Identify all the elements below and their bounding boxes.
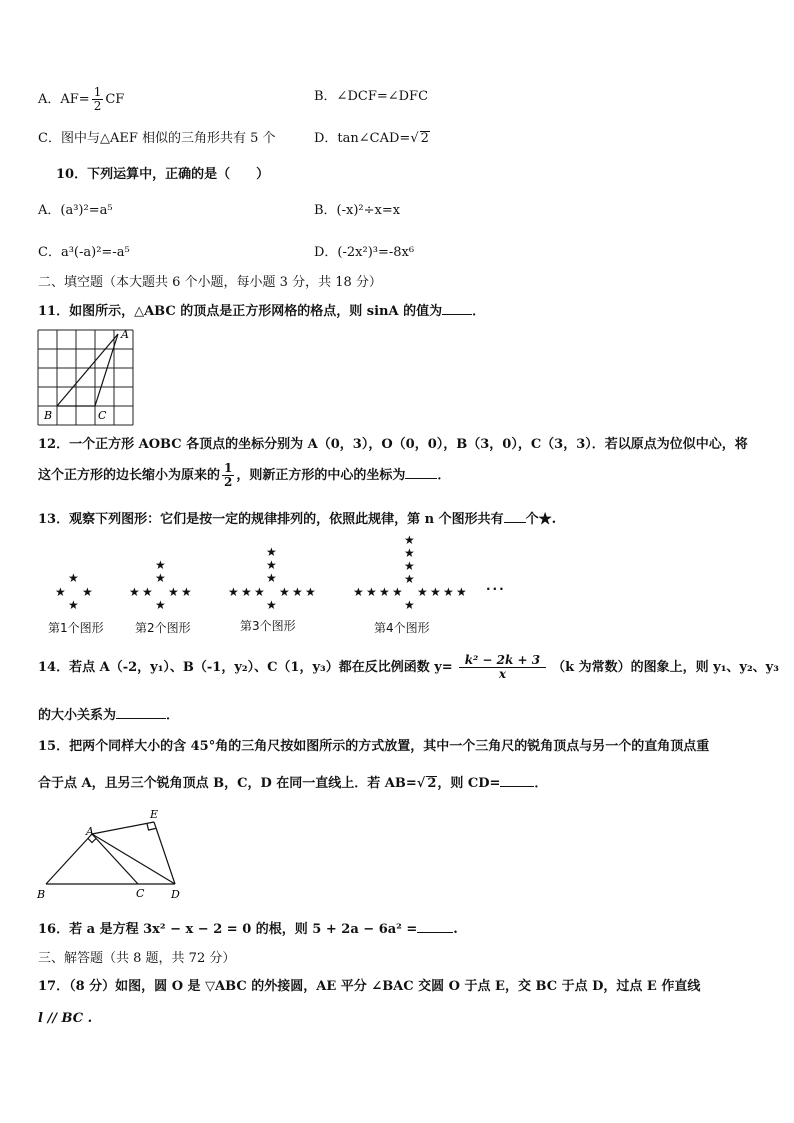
- q9-a-suffix: CF: [105, 92, 125, 107]
- star: ★: [404, 533, 417, 547]
- q15-label-d: D: [171, 888, 180, 901]
- q9-d-prefix: D．tan∠CAD=: [314, 131, 411, 146]
- star: ★: [366, 585, 379, 599]
- q11-stem-text: 11．如图所示，△ABC 的顶点是正方形网格的格点，则 sinA 的值为: [38, 304, 443, 319]
- q14-frac-num: k² − 2k + 3: [459, 654, 546, 668]
- q12-line1: 12．一个正方形 AOBC 各顶点的坐标分别为 A（0，3），O（0，0），B（3，0），C（3，3）．若以原点为位似中心，将: [38, 437, 748, 452]
- q9-option-a: [38, 86, 124, 113]
- q9-a-prefix: A．AF=: [38, 92, 90, 107]
- q15-line2-prefix: 合于点 A，且另三个锐角顶点 B，C，D 在同一直线上．若 AB=: [38, 776, 417, 791]
- star: ★: [392, 585, 405, 599]
- section-3-heading: 三、解答题（共 8 题，共 72 分）: [38, 951, 236, 966]
- q15-label-e: E: [150, 808, 159, 821]
- q13-caption-4: 第4个图形: [374, 621, 430, 635]
- q16-prefix: 16．若 a 是方程 3x² − x − 2 = 0 的根，则 5 + 2a − 6a² =: [38, 922, 418, 937]
- q13-caption-3: 第3个图形: [240, 619, 296, 633]
- q13-ellipsis: ···: [486, 582, 506, 596]
- star: ★: [305, 585, 318, 599]
- star: ★: [155, 558, 168, 572]
- q11-label-c: C: [98, 409, 107, 422]
- q12-line2-suffix: ，则新正方形的中心的坐标为: [236, 468, 406, 483]
- q15-line1: 15．把两个同样大小的含 45°角的三角尺按如图所示的方式放置，其中一个三角尺的锐角顶点与另一个的直角顶点重: [38, 739, 710, 754]
- star: ★: [417, 585, 430, 599]
- q14-end: ．: [166, 708, 180, 723]
- star: ★: [430, 585, 443, 599]
- q10-option-a: A．(a³)²=a⁵: [38, 203, 113, 218]
- q15-label-c: C: [136, 887, 145, 900]
- q14-line1: [38, 654, 779, 681]
- star: ★: [68, 571, 81, 585]
- q11-triangle: [57, 334, 118, 406]
- q14-line2-text: 的大小关系为: [38, 708, 117, 723]
- q9-option-b: B．∠DCF=∠DFC: [314, 89, 429, 104]
- star: ★: [404, 572, 417, 586]
- q9-a-fraction: [92, 86, 104, 113]
- q11-answer-blank[interactable]: [442, 302, 472, 315]
- q9-option-d: D．tan∠CAD=√ 2: [314, 131, 429, 146]
- star: ★: [279, 585, 292, 599]
- q12-frac-den: 2: [224, 475, 233, 489]
- q12-fraction: [222, 462, 234, 489]
- star: ★: [168, 585, 181, 599]
- section-2-heading: 二、填空题（本大题共 6 个小题，每小题 3 分，共 18 分）: [38, 275, 382, 290]
- q17-line1: 17．（8 分）如图，圆 O 是 ▽ABC 的外接圆，AE 平分 ∠BAC 交圆 O 于点 E，交 BC 于点 D，过点 E 作直线: [38, 979, 701, 994]
- q12-line2-prefix: 这个正方形的边长缩小为原来的: [38, 468, 221, 483]
- star: ★: [142, 585, 155, 599]
- q13-caption-2: 第2个图形: [135, 621, 191, 635]
- star: ★: [68, 598, 81, 612]
- star: ★: [181, 585, 194, 599]
- q15-label-a: A: [86, 825, 94, 838]
- star: ★: [266, 571, 279, 585]
- q14-suffix: （k 为常数）的图象上，则 y₁、y₂、y₃: [552, 660, 779, 675]
- q9-a-den: 2: [93, 99, 102, 113]
- q11-label-a: A: [121, 328, 129, 341]
- q13-answer-blank[interactable]: [504, 510, 526, 523]
- q13-end: 个★.: [525, 512, 557, 527]
- star: ★: [129, 585, 142, 599]
- star: ★: [155, 571, 168, 585]
- star: ★: [353, 585, 366, 599]
- q13-caption-1: 第1个图形: [48, 621, 104, 635]
- q11-grid: [38, 330, 133, 425]
- star: ★: [266, 598, 279, 612]
- q12-answer-blank[interactable]: [405, 466, 437, 479]
- q14-fraction: [459, 654, 546, 681]
- q9-a-num: 1: [93, 85, 102, 99]
- star: ★: [404, 546, 417, 560]
- q9-option-c: C．图中与△AEF 相似的三角形共有 5 个: [38, 131, 276, 146]
- q11-grid-figure: [36, 326, 142, 426]
- q17-line2: l // BC .: [38, 1011, 93, 1026]
- star: ★: [404, 559, 417, 573]
- star: ★: [404, 598, 417, 612]
- q10-option-d: D．(-2x²)³=-8x⁶: [314, 245, 415, 260]
- star: ★: [155, 598, 168, 612]
- q13-stem: [38, 510, 556, 529]
- star: ★: [456, 585, 469, 599]
- q15-line2: 合于点 A，且另三个锐角顶点 B，C，D 在同一直线上．若 AB=√ 2，则 CD= ．: [38, 776, 548, 791]
- q14-line2: [38, 706, 179, 725]
- star: ★: [266, 545, 279, 559]
- q12-end: ．: [437, 468, 451, 483]
- q14-prefix: 14．若点 A（-2，y₁）、B（-1，y₂）、C（1，y₃）都在反比例函数 y=: [38, 660, 453, 675]
- q12-line2: [38, 462, 450, 489]
- star: ★: [254, 585, 267, 599]
- q10-option-b: B．(-x)²÷x=x: [314, 203, 401, 218]
- q14-answer-blank[interactable]: [116, 706, 166, 719]
- q10-option-c: C．a³(-a)²=-a⁵: [38, 245, 130, 260]
- star: ★: [241, 585, 254, 599]
- q11-end: ．: [472, 304, 486, 319]
- q15-radicand: 2: [427, 776, 437, 791]
- star: ★: [443, 585, 456, 599]
- q15-end: ．: [534, 776, 548, 791]
- star: ★: [82, 585, 95, 599]
- q11-stem: [38, 302, 485, 321]
- star: ★: [379, 585, 392, 599]
- q15-triangles-figure: [34, 804, 186, 902]
- q9-d-radicand: 2: [420, 131, 429, 146]
- q13-stem-text: 13．观察下列图形：它们是按一定的规律排列的，依照此规律，第 n 个图形共有: [38, 512, 504, 527]
- q14-frac-den: x: [498, 667, 506, 681]
- q16-end: .: [453, 922, 458, 937]
- q15-lines: [46, 822, 175, 884]
- star: ★: [292, 585, 305, 599]
- q15-line2-suffix: ，则 CD=: [437, 776, 501, 791]
- q11-label-b: B: [44, 409, 53, 422]
- star: ★: [55, 585, 68, 599]
- q16-stem: [38, 920, 458, 939]
- q15-answer-blank[interactable]: [500, 774, 534, 787]
- star: ★: [228, 585, 241, 599]
- q15-label-b: B: [37, 888, 46, 901]
- star: ★: [266, 558, 279, 572]
- q12-frac-num: 1: [224, 461, 233, 475]
- q10-stem: 10．下列运算中，正确的是（ ）: [56, 167, 270, 182]
- q16-answer-blank[interactable]: [417, 920, 453, 933]
